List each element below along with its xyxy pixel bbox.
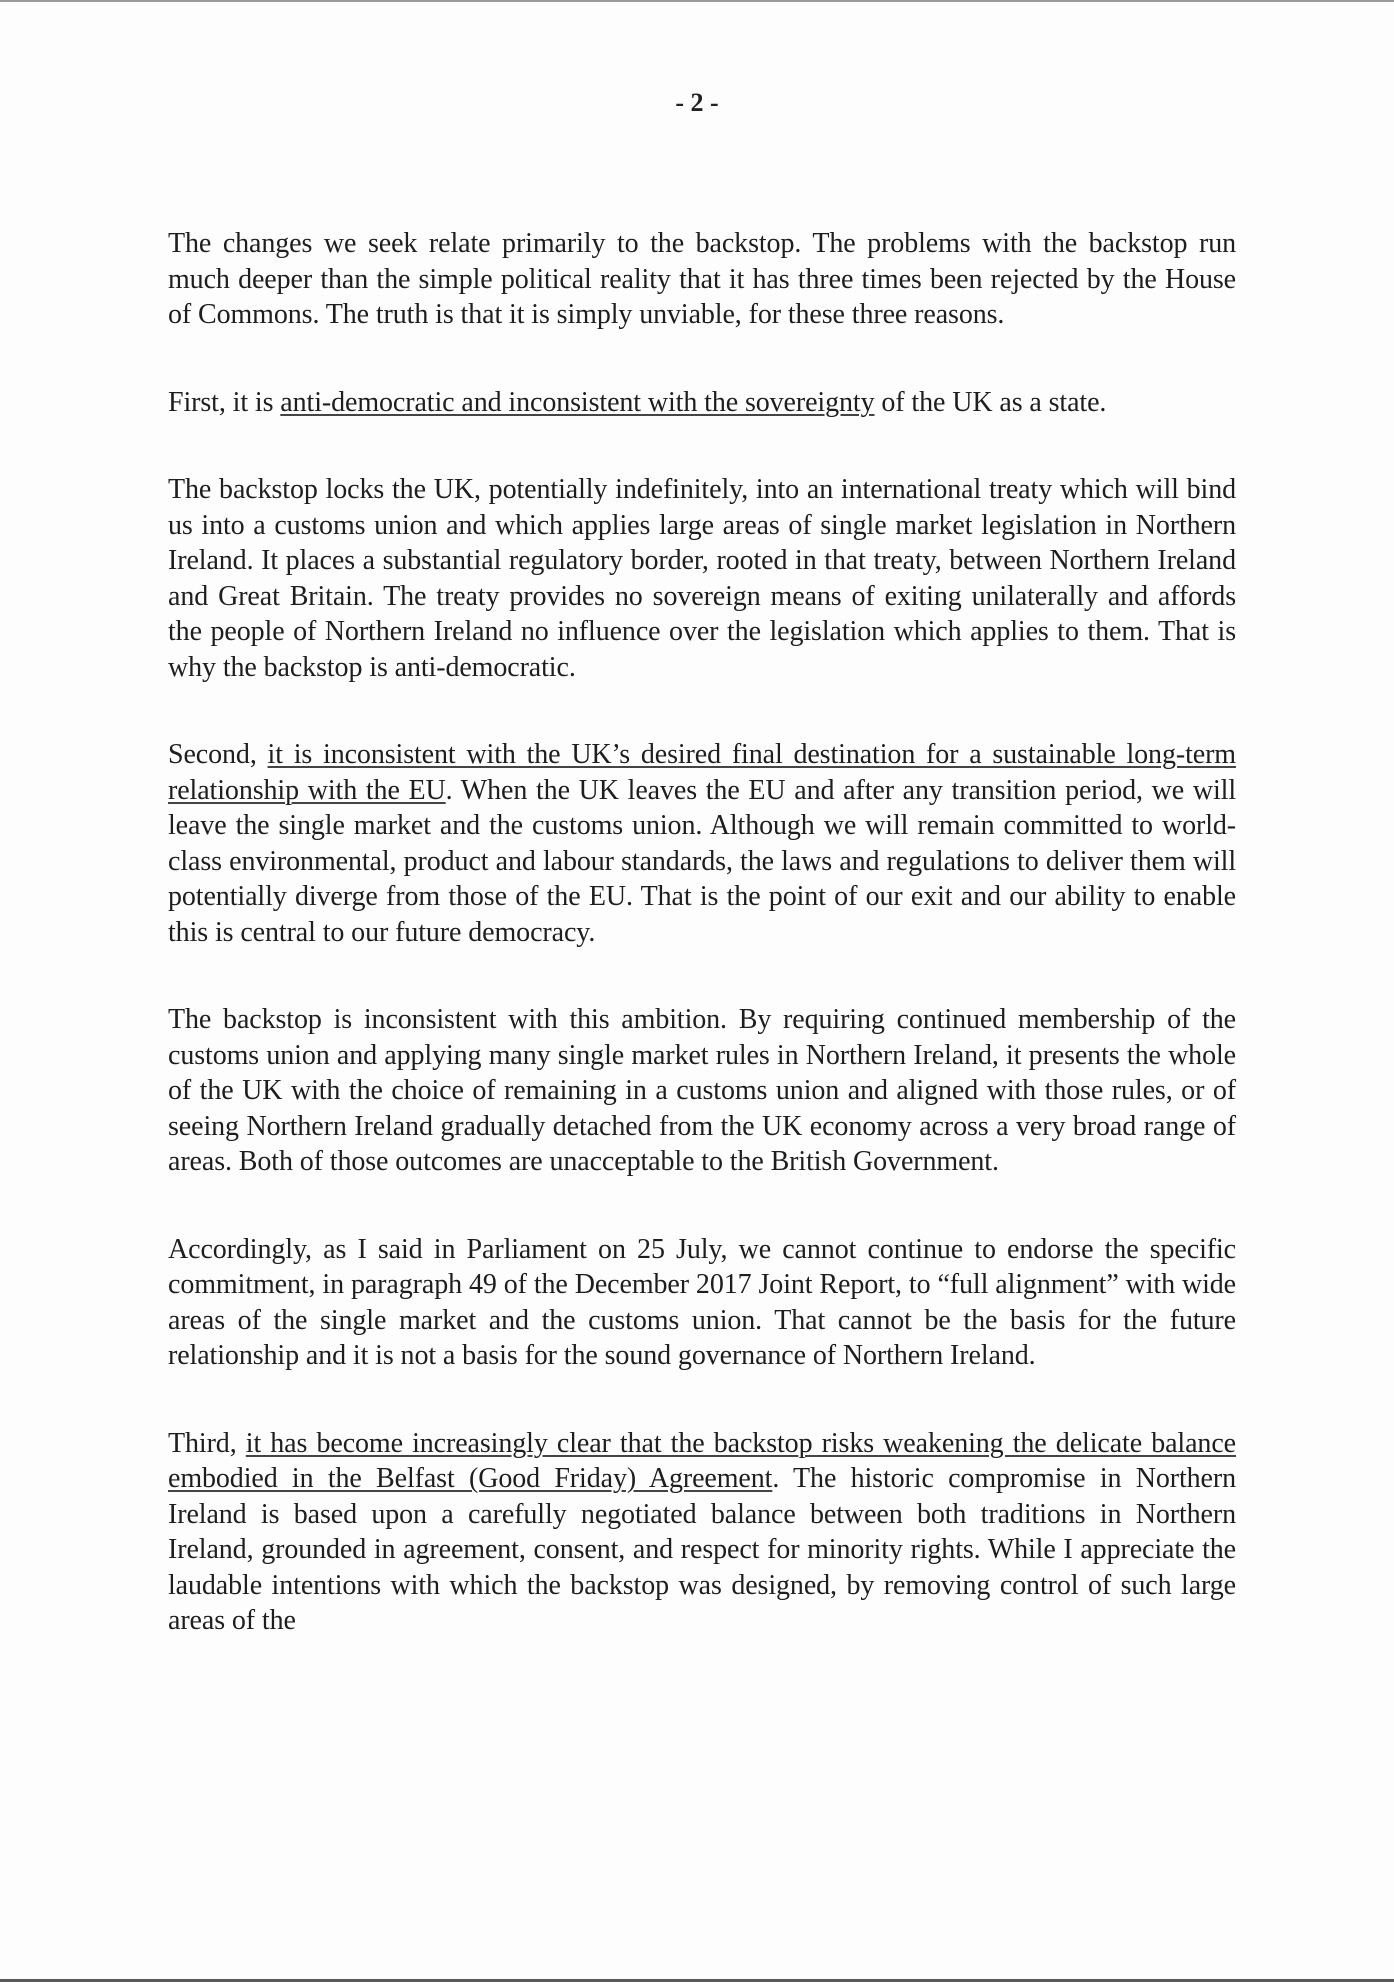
paragraph-text: Second, (168, 739, 268, 770)
paragraph-intro (168, 226, 1236, 333)
top-edge-rule (0, 0, 1394, 2)
paragraph-text: The backstop is inconsistent with this ambition. By requiring continued membership of the customs union and applying many single market rules in Northern Ireland, it presents the whole of the UK with the choice of remaining in a customs union and aligned with those rules, or of seeing Northern Ireland gradually detached from the UK economy across a very broad range of areas. Both of those outcomes are unacceptable to the British Government. (168, 1004, 1236, 1177)
underlined-emphasis: it has become increasingly clear that the backstop risks weakening the delicate balance embodied in the Belfast (Good Friday) Agreement (168, 1427, 1236, 1494)
paragraph-text: The changes we seek relate primarily to the backstop. The problems with the backstop run much deeper than the simple political reality that it has three times been rejected by the House of Commons. The truth is that it is simply unviable, for these three reasons. (168, 228, 1236, 330)
paragraph-text: The backstop locks the UK, potentially indefinitely, into an international treaty which will bind us into a customs union and which applies large areas of single market legislation in Northern Ireland. It places a substantial regulatory border, rooted in that treaty, between Northern Ireland and Great Britain. The treaty provides no sovereign means of exiting unilaterally and affords the people of Northern Ireland no influence over the legislation which applies to them. That is why the backstop is anti-democratic. (168, 474, 1236, 683)
paragraph-second-reason (168, 737, 1236, 950)
paragraph-text: Third, (168, 1427, 246, 1459)
paragraph-text: . When the UK leaves the EU and after any transition period, we will leave the single market and the customs union. Although we will remain committed to world-class environmental, product and labour standards, the laws and regulations to deliver them will potentially diverge from those of the EU. That is the point of our exit and our ability to enable this is central to our future democracy. (168, 774, 1236, 948)
letter-body (168, 226, 1236, 1691)
page-number: - 2 - (675, 88, 719, 117)
paragraph-third-reason (168, 1426, 1236, 1639)
paragraph-text: Accordingly, as I said in Parliament on 25 July, we cannot continue to endorse the specific commitment, in paragraph 49 of the December 2017 Joint Report, to “full alignment” with wide areas of the single market and the customs union. That cannot be the basis for the future relationship and it is not a basis for the sound governance of Northern Ireland. (168, 1233, 1236, 1371)
paragraph-accordingly (168, 1232, 1236, 1374)
paragraph-backstop-locks (168, 472, 1236, 685)
underlined-emphasis: anti-democratic and inconsistent with the sovereignty (280, 386, 875, 418)
underlined-emphasis: it is inconsistent with the UK’s desired final destination for a sustainable long-term relationship with the EU (168, 739, 1236, 806)
paragraph-text: of the UK as a state. (874, 386, 1107, 418)
paragraph-text: . The historic compromise in Northern Ireland is based upon a carefully negotiated balance between both traditions in Northern Ireland, grounded in agreement, consent, and respect for minority rights. While I appreciate the laudable intentions with which the backstop was designed, by removing control of such large areas of the (168, 1463, 1236, 1636)
paragraph-first-reason (168, 385, 1236, 421)
paragraph-inconsistent-ambition (168, 1002, 1236, 1180)
paragraph-text: First, it is (168, 386, 281, 418)
